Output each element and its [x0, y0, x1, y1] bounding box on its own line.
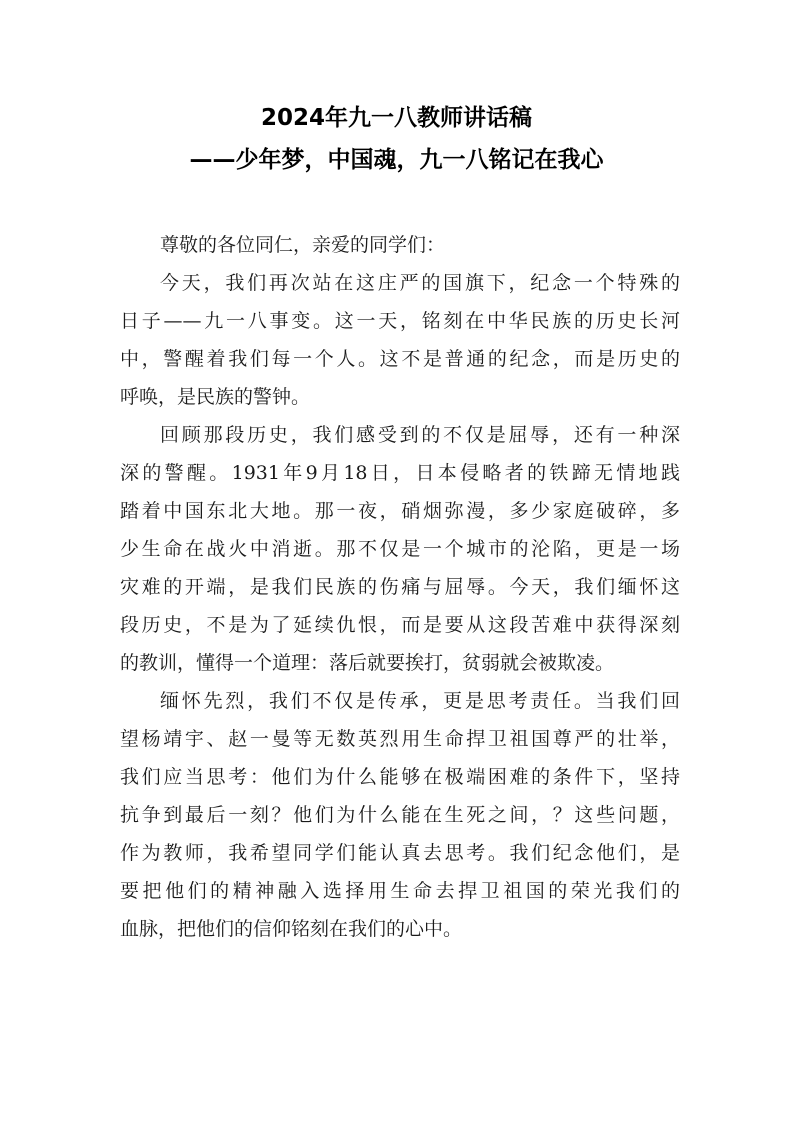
text-line: 的教训，懂得一个道理：落后就要挨打，贫弱就会被欺凌。 — [120, 652, 615, 674]
text-line: 缅怀先烈，我们不仅是传承，更是思考责任。当我们回 — [160, 690, 680, 712]
document-subtitle: ——少年梦，中国魂，九一八铭记在我心 — [189, 147, 604, 173]
text-line: 我们应当思考：他们为什么能够在极端困难的条件下，坚持 — [120, 766, 680, 788]
text-line: 望杨靖宇、赵一曼等无数英烈用生命捍卫祖国尊严的壮举， — [120, 728, 680, 750]
text-line: 要把他们的精神融入选择用生命去捍卫祖国的荣光我们的 — [120, 880, 680, 902]
text-line: 踏着中国东北大地。那一夜，硝烟弥漫，多少家庭破碎，多 — [120, 500, 680, 522]
document-title: 2024年九一八教师讲话稿 — [260, 105, 532, 131]
text-line: 深的警醒。1931年9月18日，日本侵略者的铁蹄无情地践 — [120, 462, 680, 484]
text-line: 中，警醒着我们每一个人。这不是普通的纪念，而是历史的 — [120, 348, 680, 370]
document-body — [120, 226, 680, 948]
text-line: 灾难的开端，是我们民族的伤痛与屈辱。今天，我们缅怀这 — [120, 576, 680, 598]
text-line: 抗争到最后一刻？他们为什么能在生死之间，？这些问题， — [120, 804, 680, 826]
paragraph-1 — [120, 264, 680, 416]
text-line: 日子——九一八事变。这一天，铭刻在中华民族的历史长河 — [120, 310, 680, 332]
greeting-line: 尊敬的各位同仁，亲爱的同学们： — [160, 234, 446, 256]
text-line: 今天，我们再次站在这庄严的国旗下，纪念一个特殊的 — [160, 272, 680, 294]
text-line: 回顾那段历史，我们感受到的不仅是屈辱，还有一种深 — [160, 424, 680, 446]
text-line: 呼唤，是民族的警钟。 — [120, 386, 311, 408]
text-line: 段历史，不是为了延续仇恨，而是要从这段苦难中获得深刻 — [120, 614, 680, 636]
text-line: 血脉，把他们的信仰铭刻在我们的心中。 — [120, 918, 463, 940]
text-line: 少生命在战火中消逝。那不仅是一个城市的沦陷，更是一场 — [120, 538, 680, 560]
paragraph-3 — [120, 682, 680, 948]
text-line: 作为教师，我希望同学们能认真去思考。我们纪念他们，是 — [120, 842, 680, 864]
paragraph-2 — [120, 416, 680, 682]
